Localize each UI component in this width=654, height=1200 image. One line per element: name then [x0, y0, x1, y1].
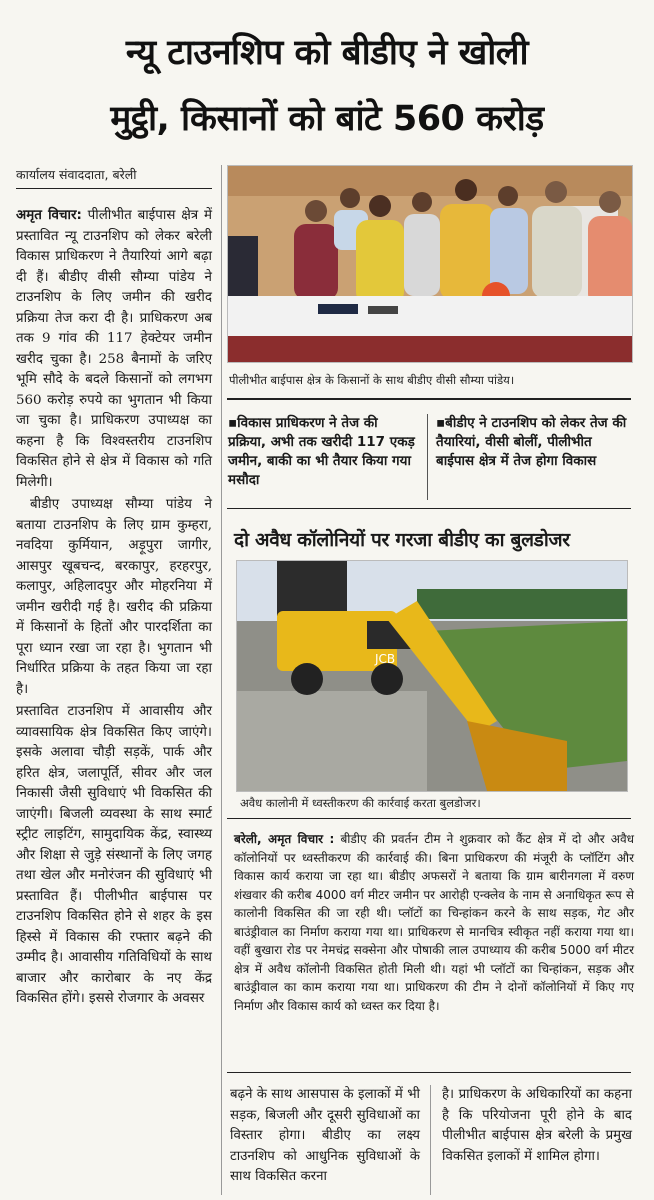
headline-line-1: न्यू टाउनशिप को बीडीए ने खोली: [125, 33, 529, 73]
headline-line-2: मुट्ठी, किसानों को बांटे 560 करोड़: [110, 99, 544, 139]
main-story-paragraph-2: बीडीए उपाध्यक्ष सौम्या पांडेय ने बताया टाउनशिप के लिए ग्राम कुम्हरा, नवदिया कुर्मियान, अड़ूपुरा जागीर, आसपुर खूबचन्द, बरकापुर, हरहरपुर, कलापुर, अहिलादपुर और मोहरनिया में जमीन खरीदी गई है। खरीद की प्रक्रिया में किसानों के हितों और पारदर्शिता का पूरा ध्यान रखा जा रहा है। भुगतान भी निर्धारित प्रक्रिया के तहत किया जा रहा है।: [16, 497, 212, 697]
caption-rule: [227, 398, 631, 400]
meeting-photo: [227, 165, 633, 363]
second-story-lead-label: बरेली, अमृत विचार :: [234, 832, 335, 846]
highlight-1: ▪विकास प्राधिकरण ने तेज की प्रक्रिया, अभी तक खरीदी 117 एकड़ जमीन, बाकी का भी तैयार किया गया मसौदा: [228, 415, 415, 488]
second-story-bottom-rule: [227, 1072, 631, 1073]
main-story-paragraph-1: अमृत विचार: पीलीभीत बाईपास क्षेत्र में प्रस्तावित न्यू टाउनशिप को लेकर बरेली विकास प्राधिकरण ने तैयारियां आगे बढ़ा दी हैं। बीडीए वीसी सौम्या पांडेय ने टाउनशिप के लिए जमीन की खरीद प्रक्रिया तेज करा दी है। प्राधिकरण अब तक 9 गांव की 117 हेक्टेयर जमीन खरीद चुका है। 258 बैनामों के जरिए भूमि सौदे के बदले किसानों को लगभग 560 करोड़ रुपये का भुगतान भी किया जा चुका है। प्राधिकरण उपाध्यक्ष का कहना है कि विश्वस्तरीय टाउनशिप विकसित होने से क्षेत्र में विकास को गति मिलेगी।: [16, 208, 212, 490]
second-story-body: बरेली, अमृत विचार : बीडीए की प्रवर्तन टीम ने शुक्रवार को कैंट क्षेत्र में दो और अवैध कॉलोनियों पर ध्वस्तीकरण की कार्रवाई की। बिना प्राधिकरण की मंजूरी के प्लॉटिंग और विकास कार्य कराया जा रहा था। बीडीए अफसरों ने बताया कि ग्राम बारीनगला में वरुण शंखवार की करीब 4000 वर्ग मीटर जमीन पर आरोही एन्क्लेव के नाम से अनाधिकृत रूप से कालोनी विकसित की जा रही थी। प्लॉटों का चिन्हांकन करने के साथ सड़क, गेट और बाउंड्रीवाल का निर्माण कराया गया था। प्राधिकरण से मानचित्र स्वीकृत नहीं कराया गया था। वहीं बुखारा रोड पर नेमचंद्र सक्सेना और पोषाकी लाल उपाध्याय की करीब 5000 वर्ग मीटर क्षेत्र में अवैध कॉलोनी विकसित होती मिली थी। यहां भी प्लॉटों का चिन्हांकन, सड़क और बाउंड्रीवाल का काम कराया गया था। प्राधिकरण की टीम ने दोनों कॉलोनियों में किए गए निर्माण और विकास कार्य को ध्वस्त कर दिया है।: [234, 832, 634, 1013]
bottom-column-divider: [430, 1085, 431, 1195]
byline-rule: [16, 188, 212, 189]
second-caption-rule: [227, 818, 631, 819]
main-story-lead-label: अमृत विचार:: [16, 208, 82, 223]
headline: [10, 20, 644, 152]
main-story-paragraph-3: प्रस्तावित टाउनशिप में आवासीय और व्यावसायिक क्षेत्र विकसित किए जाएंगे। इसके अलावा चौड़ी सड़कें, पार्क और हरित क्षेत्र, जलापूर्ति, सीवर और जल निकासी जैसी सुविधाएं भी विकसित की जाएंगी। बिजली व्यवस्था के साथ स्मार्ट स्ट्रीट लाइटिंग, सामुदायिक केंद्र, स्वास्थ्य और शिक्षा से जुड़े संस्थानों के लिए जगह तथा खेल और मनोरंजन की सुविधाएं भी प्रस्तावित हैं। पीलीभीत बाईपास पर टाउनशिप विकसित होने से शहर के इस हिस्से में विकास की रफ्तार बढ़ने की उम्मीद है। आवासीय गतिविधियों के साथ बाजार और कारोबार के नए केंद्र विकसित होंगे। इससे रोजगार के अवसर: [16, 704, 212, 1006]
highlight-divider: [427, 414, 428, 500]
main-story-column: [16, 206, 212, 1012]
jcb-logo: JCB: [375, 652, 396, 666]
bulldozer-photo: [236, 560, 628, 792]
byline: कार्यालय संवाददाता, बरेली: [16, 167, 137, 182]
second-story-headline: दो अवैध कॉलोनियों पर गरजा बीडीए का बुलडोजर: [234, 529, 570, 551]
highlight-bullet-icon: ▪: [436, 415, 446, 431]
highlight-bullet-icon: ▪: [228, 415, 238, 431]
main-story-continued-1: बढ़ने के साथ आसपास के इलाकों में भी सड़क, बिजली और दूसरी सुविधाओं का विस्तार होगा। बीडीए का लक्ष्य टाउनशिप को आधुनिक सुविधाओं के साथ विकसित करना: [230, 1087, 420, 1184]
meeting-photo-image: [228, 166, 632, 362]
main-story-continued-2: है। प्राधिकरण के अधिकारियों का कहना है कि परियोजना पूरी होने के बाद पीलीभीत बाईपास क्षेत्र बरेली के प्रमुख विकसित इलाकों में शामिल होगा।: [442, 1087, 632, 1164]
highlight-bottom-rule: [227, 508, 631, 509]
bulldozer-photo-image: [237, 561, 627, 791]
highlight-2: ▪बीडीए ने टाउनशिप को लेकर तेज की तैयारियां, वीसी बोलीं, पीलीभीत बाईपास क्षेत्र में तेज होगा विकास: [436, 415, 627, 469]
meeting-photo-caption: पीलीभीत बाईपास क्षेत्र के किसानों के साथ बीडीए वीसी सौम्या पांडेय।: [229, 373, 515, 387]
column-divider: [221, 165, 222, 1195]
bulldozer-photo-caption: अवैध कालोनी में ध्वस्तीकरण की कार्रवाई करता बुलडोजर।: [240, 796, 481, 810]
